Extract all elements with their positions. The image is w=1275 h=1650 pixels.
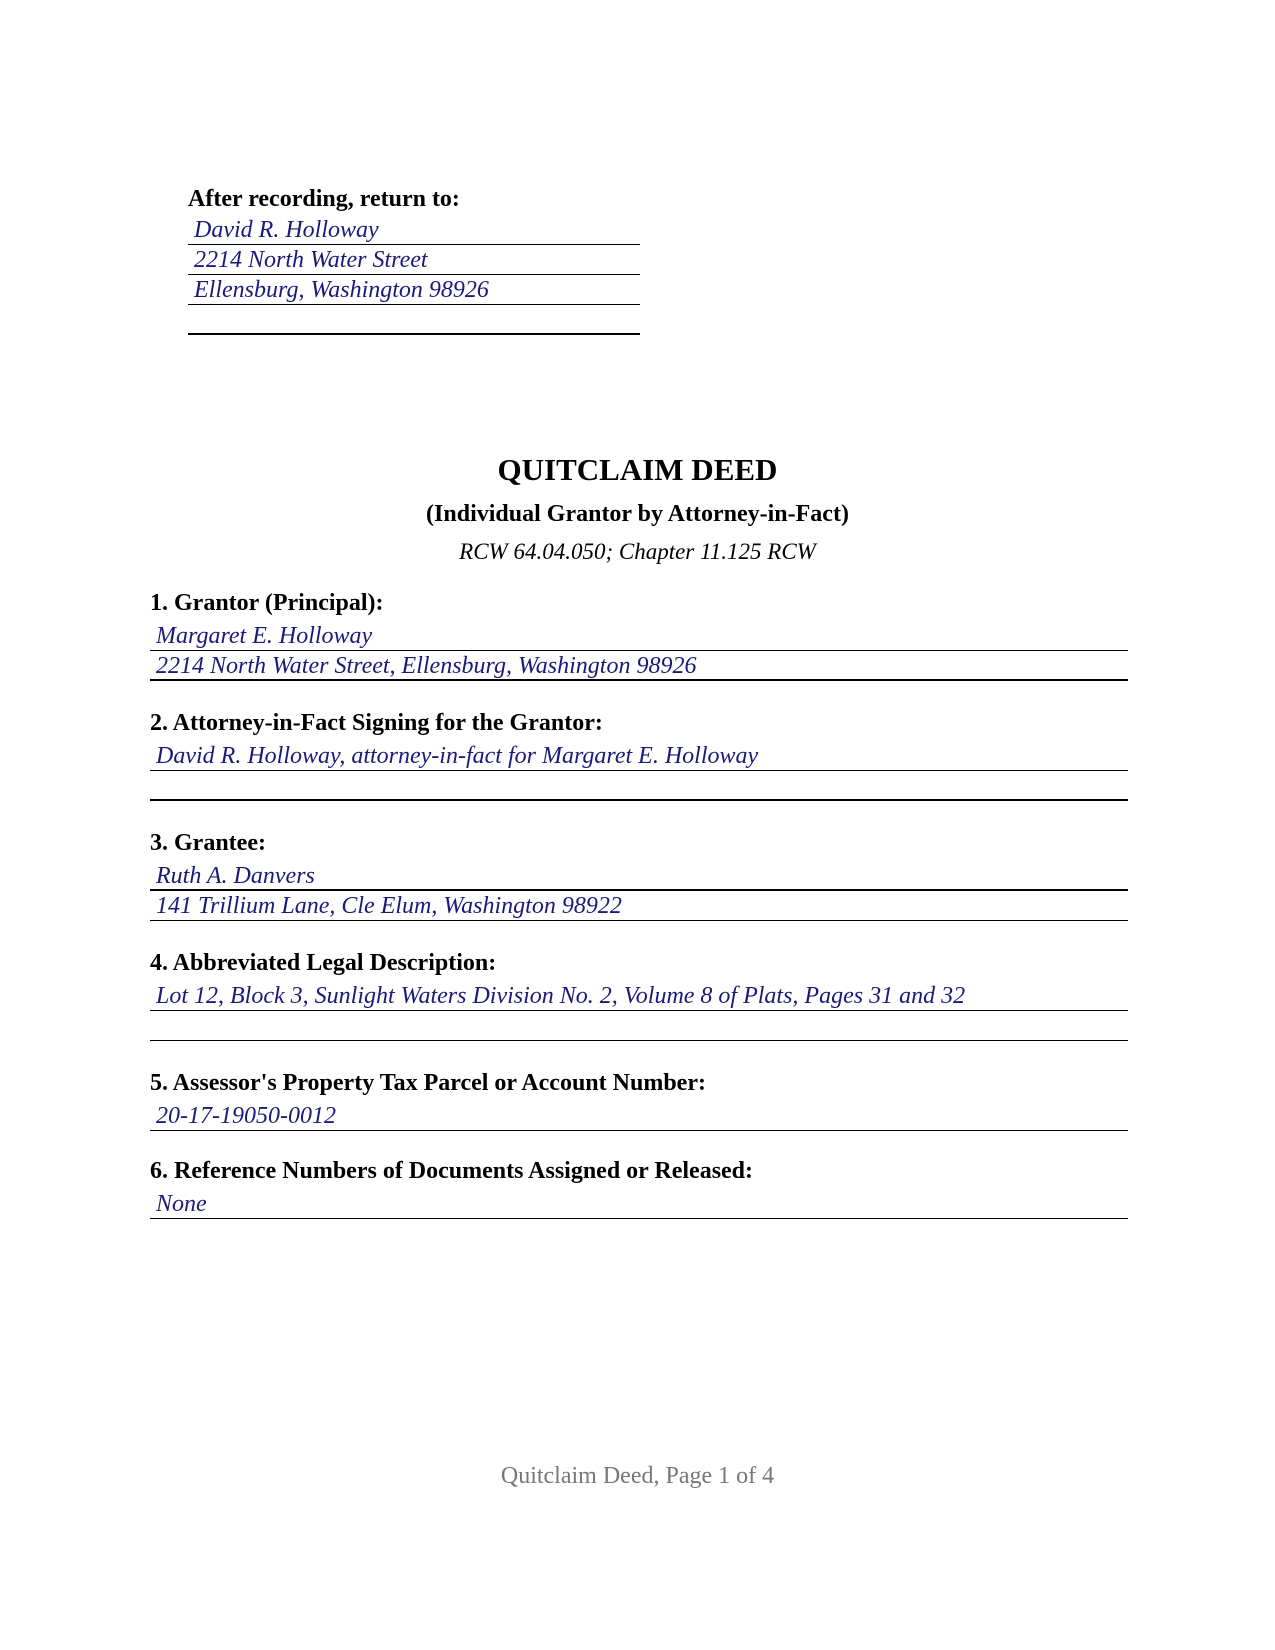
document-title: QUITCLAIM DEED: [497, 452, 778, 487]
section-heading: 3. Grantee:: [150, 830, 266, 856]
section-heading: 1. Grantor (Principal):: [150, 590, 384, 616]
legal-description-field: Lot 12, Block 3, Sunlight Waters Division No. 2, Volume 8 of Plats, Pages 31 and 32: [150, 981, 1128, 1011]
section-legal-description: [150, 948, 1128, 1041]
section-heading: 4. Abbreviated Legal Description:: [150, 950, 497, 976]
statute-citation: RCW 64.04.050; Chapter 11.125 RCW: [459, 539, 816, 564]
reference-numbers-field: None: [150, 1189, 1128, 1219]
return-heading: After recording, return to:: [188, 186, 460, 212]
grantee-name-field: Ruth A. Danvers: [150, 861, 1128, 891]
section-attorney-in-fact: [150, 708, 1128, 801]
grantor-address-field: 2214 North Water Street, Ellensburg, Washington 98926: [150, 651, 1128, 681]
return-blank-line: [188, 305, 640, 335]
return-name-field: David R. Holloway: [188, 215, 640, 245]
return-street-field: 2214 North Water Street: [188, 245, 640, 275]
section-heading: 2. Attorney-in-Fact Signing for the Grantor:: [150, 710, 603, 736]
return-city-field: Ellensburg, Washington 98926: [188, 275, 640, 305]
section-heading: 5. Assessor's Property Tax Parcel or Account Number:: [150, 1070, 706, 1096]
section-reference-numbers: [150, 1156, 1128, 1219]
document-subtitle: (Individual Grantor by Attorney-in-Fact): [426, 501, 849, 527]
section-grantor: [150, 588, 1128, 681]
grantee-address-field: 141 Trillium Lane, Cle Elum, Washington 98922: [150, 891, 1128, 921]
section-parcel-number: [150, 1068, 1128, 1131]
section-grantee: [150, 828, 1128, 921]
return-address-block: [188, 184, 640, 335]
attorney-name-field: David R. Holloway, attorney-in-fact for Margaret E. Holloway: [150, 741, 1128, 771]
grantor-name-field: Margaret E. Holloway: [150, 621, 1128, 651]
attorney-blank-line: [150, 771, 1128, 801]
legal-description-blank-line: [150, 1011, 1128, 1041]
parcel-number-field: 20-17-19050-0012: [150, 1101, 1128, 1131]
section-heading: 6. Reference Numbers of Documents Assigned or Released:: [150, 1158, 754, 1184]
page-footer: Quitclaim Deed, Page 1 of 4: [500, 1463, 775, 1489]
